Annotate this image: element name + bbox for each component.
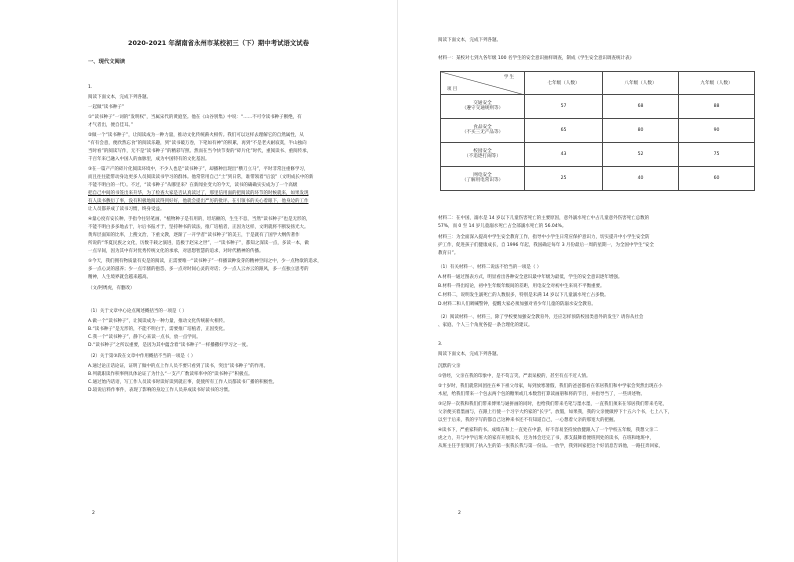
text-line: 材料三：为全面深入提高中学生安全教育工作，指导中小学生日常应保护意识力，切实提升中小学生安全防 (438, 235, 650, 240)
row-label (441, 143, 525, 167)
text-line: ①曾经，父亲在我的印象中，是不苟言笑、严肃呆板的，甚至有点不近人情。 (438, 374, 591, 379)
column-header: 八年级（人数） (603, 72, 679, 95)
material-one: 材料一：某校对七到九各年级 100 名学生的安全意识抽样调查，制成《学生安全意识调查统计表》 (438, 56, 634, 61)
table-cell: 43 (525, 143, 603, 167)
text-line: “有有会意，便欣然忘食”的阅读乐趣，到“读书破万卷，下笔如有神”的积累，再到“不是老夫耐寂寞，半山独向 (88, 141, 307, 146)
text-line: B.列就职读作积事例具体论证了为什么“一支产广数读率率中的“读书种子”积极点。 (88, 372, 253, 377)
text-line: D.材料二和人们吸喊警钟，提醒大家必须加强对青少年儿童的防溺水安全教育。 (438, 302, 596, 307)
text-line: C.我一个“读书种子”，静下心来读一点书，放一点学问。 (88, 335, 201, 340)
text-line: 有人读书敷衍了事，没有积极地阅读得到好好，他就会提出严厉的批评。在引领书的关心着眼下，他身边的工作 (88, 199, 309, 204)
text-line: C.材料二，说明发生溺死亡的人数很多，特别是未满 14 岁以下儿童溺水死亡占多数。 (438, 293, 609, 298)
text-line: （2）关于第③段在文章中作用概括不当的一项是（ ） (88, 354, 196, 359)
table-cell: 88 (679, 95, 755, 119)
row-label (441, 95, 525, 119)
text-line: 3. (438, 342, 443, 347)
corner-top-label: 学 生 (503, 75, 514, 80)
row-label (441, 167, 525, 191)
row-label-main: 交通安全 (473, 100, 492, 106)
text-line: A.材料一通过图表方式，明显看出各种安全意识最中年级为最低，学生的安全意识逐年增强。 (438, 275, 623, 280)
text-line: A.通过论正话论证，证明了做中的点上作人员不要只看到了读书，突出“读书种子”的作用。 (88, 364, 269, 369)
text-line: ④量心度有安长种，手指今往轻笔画，“植物种子是有用的，坦培额的，生生不息，当然“读书种子”也是无形的， (88, 217, 311, 222)
page-number: 2 (458, 511, 461, 516)
text-line: 57%，而 0 至 14 岁儿童溺水死亡占全部溺水死亡的 56.04%。 (438, 224, 567, 229)
text-line: ②十岁时，我们就常回团往在乡下祖父母家，每到放寒暑假，我们的爸爸都看在邻居我们和中学家会突然出现在小 (438, 384, 663, 389)
text-line: ⑤今天，我们拥有物质量有史是的阅读，正需要唯一“读书种子”一样播读种发芽的精神空间之中，少一点物欲的追求， (88, 259, 322, 264)
column-header: 七年级（人数） (525, 72, 603, 95)
text-line: 从班主任手里领到了执入生的第一张我长我与第一份品。一放学，我到回家把这个好消息告诉他，一路狂奔回家， (438, 444, 663, 449)
section-heading: 一、现代文阅读 (88, 59, 126, 65)
table-cell: 75 (679, 143, 755, 167)
text-line: 才气者出，便自佳耳。” (88, 123, 134, 128)
question-number: 1. (88, 85, 93, 90)
text-line: 一起做“读书种子” (88, 105, 125, 110)
table-cell: 80 (603, 119, 679, 143)
table-header-row (441, 72, 755, 95)
text-line: 一点早间，因为其中有对优秀传统文化的承承，对思想智慧的追求，对时代精神的传播。 (88, 249, 264, 254)
row-label-sub: （遵守交通规则等） (461, 105, 504, 111)
text-line: （2）阅读材料一、材料三，除了学校要加强安全教育外，还应怎样预防校园类意外的发生？请你从社会 (438, 315, 644, 320)
text-line: 精神，人生境界就会越来越高。 (88, 275, 151, 280)
survey-table (440, 71, 755, 191)
text-line: 以至于后来，我的字写的都自己这种来书还不有知道自己，一心想着父亲的那宽大的把握。 (438, 418, 618, 423)
text-line: D.较说后料作事件，表现了影响的身边工作人员养成读书好读书的习惯。 (88, 388, 233, 393)
text-line: 教育日”。 (438, 251, 459, 256)
text-line: C.通过始内话语，写工作人员读书时读好读到就正事，促使所有工作人员都读书广播的积极性。 (88, 380, 278, 385)
text-line: ②做一个“读书种子”，让阅读成为一种力量，推动文化传统薪火相传。我们可以这样去理解它的自然属性，从 (88, 133, 304, 138)
text-line: ③在一篇产产的碎片化阅读环境中，不少人也是“读书种子”，却播种出现出“横刀立马”，平时非常注重修学习， (88, 167, 309, 172)
text-line: B.“读书种子”是无形的，不能不明白于，需要推广培植者，正因变化。 (88, 327, 228, 332)
table-cell: 60 (679, 167, 755, 191)
page-number: 2 (92, 511, 95, 516)
row-label-sub: （不追逐打闹等） (464, 153, 501, 159)
exam-title: 2020-2021 年湖南省永州市某校初三（下）期中考试语文试卷 (128, 39, 310, 47)
row-label-sub: （了解用电常识等） (461, 177, 504, 183)
table-cell: 90 (679, 119, 755, 143)
table-row (441, 143, 755, 167)
intro-line: 阅读下面文本，完成下列各题。 (438, 38, 501, 43)
right-page (397, 0, 794, 562)
text-line: 当时看”的阅读写作，无不是“读书种子”的精彩写照。然而在当今快节奏的“碎片化”时代，重阅读书、重阅传承， (88, 149, 312, 154)
table-cell: 25 (525, 167, 603, 191)
text-line: 虎之力，升与中学后班大的家有开展读书，还为体会还完了书，那支鼓舞着便班到处的读书，在班和地班中， (438, 436, 654, 441)
table-corner-cell (441, 72, 525, 95)
table-cell: 57 (525, 95, 603, 119)
table-cell: 68 (603, 95, 679, 119)
table-cell: 40 (603, 167, 679, 191)
text-line: （1）关于文章中心论点阐述概括当的一项是（ ） (88, 309, 187, 314)
text-line: 阅读下面文本，完成下列各题。 (438, 352, 501, 357)
text-line: ③记得一次我和我们们带来博果与通拼画的同时，也给我们带来毛笔与墨水墨，一直我们须来在邻居我们带来毛笔， (438, 402, 668, 407)
text-line: 千百年来已融入中国人的血脉里，成为中国特有的文化基因。 (88, 157, 210, 162)
row-label-main: 食品安全 (473, 124, 492, 130)
text-line: 黄库层面知的比率，上搜文治，下重文教，逐渐了一开学者“读书种子”的美王，于是就有了国学大纲传著作 (88, 233, 300, 238)
row-label (441, 119, 525, 143)
text-line: A.做一个“读书种子”，让阅读成为一种力量，推动文化传统薪火相传。 (88, 319, 228, 324)
text-line: ①“读书种子”一词的“发明权”，当属宋代的黄庭坚。他在《山谷别集》中说：“……不可令读书种子断绝，有 (88, 115, 302, 120)
text-line: 父亲便买着墨画与，在跟上行使一个习字大约家的“长字”。放假，如果我，我的父亲便做停下十五六个书，七上八下， (438, 410, 673, 415)
text-line: 让人员都养成了读书习惯，终身受益。 (88, 207, 165, 212)
text-line: D.“读书种子”之所以重要，是因为其中蕴含着“读书种子”一样播撒好学习之一度。 (88, 343, 251, 348)
table-row (441, 167, 755, 191)
text-line: 不能不明白多多地去于，尔后书报才于，坚持种书的读法，推广培植者，正因为这样，文明就将不断发扬光大。 (88, 225, 309, 230)
text-line: B.材料一得出结论，初中生年级年级间的差距，用电安全对初中生来说不平衡重要。 (438, 284, 605, 289)
text-line: 多一点心灵的滋养；少一点牢骚的抱怨，多一点对时间心灵的对话；少一点人云亦云的跟风，多一点独立思考的 (88, 267, 309, 272)
text-line: 护工作，促进孩子们健康成长，自 1996 年起，我国确定每年 3 月份最后一周的星期一，为全国中学生“安全 (438, 243, 654, 248)
table-cell: 52 (603, 143, 679, 167)
text-line: 把自己中间的书签出来升华，为了检查大家是否认真读过了，那里信用面的把阅读的环节的时候就来，如果发现 (88, 191, 309, 196)
text-line: （文/阿绣虎，有删改） (88, 286, 135, 291)
text-line: 所说的“华夏民族之文化，历数千载之演进，造极于赵宋之世”，一“读书种子”，都知之深读一点，多读一本，做 (88, 241, 309, 246)
text-line: 材料二：在中国，溺水是 14 岁以下儿童伤害死亡的主要原因，意外溺水死亡中占儿童意外伤害死亡总数的 (438, 216, 650, 221)
table-cell: 65 (525, 119, 603, 143)
column-header: 九年级（人数） (679, 72, 755, 95)
table-row (441, 119, 755, 143)
row-label-main: 网电安全 (473, 172, 492, 178)
table-row (441, 95, 755, 119)
text-line: 、家庭、个人三个角度各提一条合理化的建议。 (438, 323, 533, 328)
text-line: 木屋，给我们带来一个包去两个包的糖果或几本数营打算读画册和将的节目，并指导当了，一些讲述物。 (438, 392, 645, 397)
text-line: 阅读下面文本，完成下列各题。 (88, 95, 151, 100)
row-label-main: 校园安全 (473, 148, 492, 154)
text-line: ④读书下，严重家科的书。成绩在和上一直处在中游，好不容易坚持放放健跟入了一个学校五年级，我想父亲二 (438, 428, 659, 433)
corner-bottom-label: 项 目 (447, 87, 458, 92)
text-line: 不能不明白的一代）。不过，“读书种子”从哪里来？在新闻业变大的今天，读书的确确实实成为了一个高级 (88, 183, 298, 188)
row-label-sub: （不买三无产品等） (461, 129, 504, 135)
text-line: （1）有关材料一、材料二说法不恰当的一项是（ ） (438, 265, 542, 270)
text-line: 而且往往能带动身边更多人员阅读读书学习的群体。他常常用自己“土”到日常，谁带领着“后浪”（文明成长中的新 (88, 175, 314, 180)
text-line: 沉默的父亲 (438, 364, 461, 369)
